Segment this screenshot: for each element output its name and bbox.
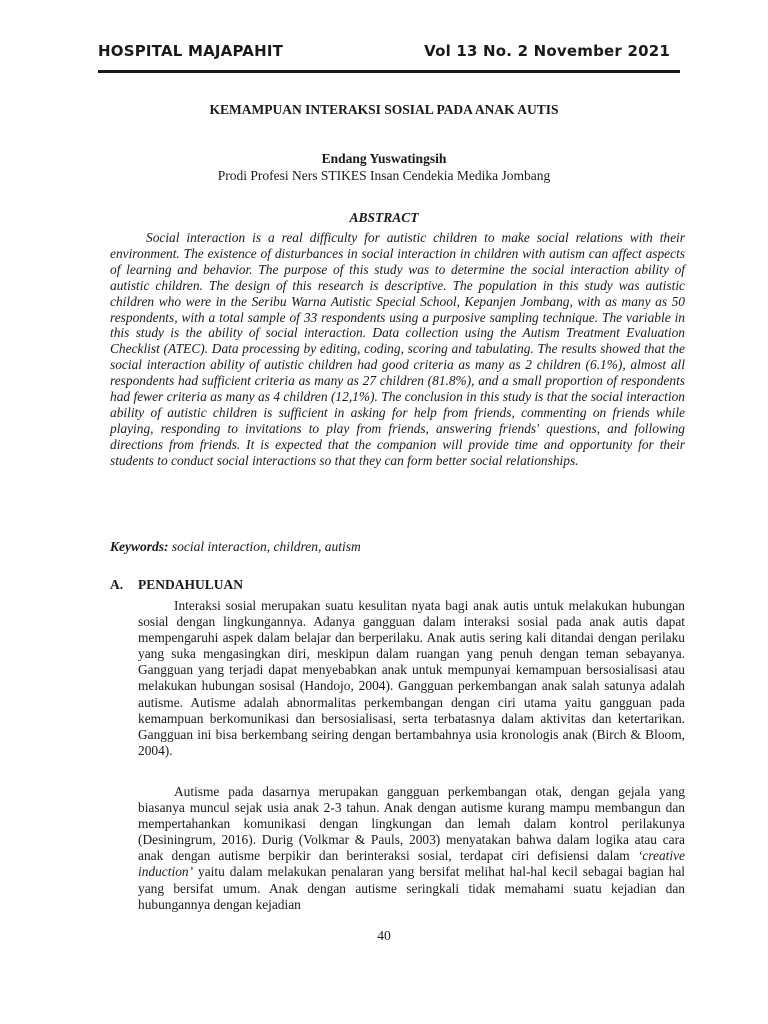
keywords-label: Keywords: — [110, 539, 169, 554]
paragraph-2-text-b: yaitu dalam melakukan penalaran yang bersifat melihat hal-hal kecil sebagai bagian hal yang bersifat umum. Anak dengan autisme seringkali tidak memahami suatu kejadian dan hubungannya dengan kejadian — [138, 864, 685, 912]
paragraph-2-emphasis: ‘creative induction’ — [138, 848, 685, 880]
article-title: KEMAMPUAN INTERAKSI SOSIAL PADA ANAK AUTIS — [209, 102, 559, 117]
body-paragraph-2 — [138, 784, 685, 913]
author-affiliation: Prodi Profesi Ners STIKES Insan Cendekia Medika Jombang — [217, 168, 551, 183]
header-rule — [98, 70, 680, 73]
section-heading — [110, 577, 243, 593]
body-paragraph-1: Interaksi sosial merupakan suatu kesulitan nyata bagi anak autis untuk melakukan hubungan sosial dengan lingkungannya. Adanya gangguan dalam interaksi sosial pada anak autis dapat mempengaruhi aspek dalam belajar dan berperilaku. Anak autis sering kali ditandai dengan perilaku yang suka mengasingkan diri, meskipun dalam ruangan yang penuh dengan teman sebayanya. Gangguan yang terjadi dapat menyebabkan anak untuk mempunyai kemampuan bersosialisasi atau melakukan hubungan sosisal (Handojo, 2004). Gangguan perkembangan anak salah satunya adalah autisme. Autisme adalah abnormalitas perkembangan dengan ciri utama yaitu gangguan pada kemampuan berkomunikasi dan bersosialisasi, serta terbatasnya dalam aktivitas dan ketertarikan. Gangguan ini bisa berkembang seiring dengan bertambahnya usia kronologis anak (Birch & Bloom, 2004). — [138, 598, 685, 758]
section-title: PENDAHULUAN — [138, 577, 244, 592]
journal-volume: Vol 13 No. 2 November 2021 — [424, 42, 670, 60]
journal-name: HOSPITAL MAJAPAHIT — [98, 42, 284, 60]
keywords-line — [110, 539, 361, 555]
abstract-text: Social interaction is a real difficulty for autistic children to make social relations with their environment. The existence of disturbances in social interaction in children with autism can affect aspects of learning and behavior. The purpose of this study was to determine the social interaction ability of autistic children. The design of this research is descriptive. The population in this study was autistic children who were in the Seribu Warna Autistic Special School, Kepanjen Jombang, with as many as 50 respondents, with a total sample of 33 respondents using a purposive sampling technique. The variable in this study is the ability of social interaction. Data collection using the Autism Treatment Evaluation Checklist (ATEC). Data processing by editing, coding, scoring and tabulating. The results showed that the social interaction ability of autistic children had good criteria as many as 2 children (6.1%), almost all respondents had sufficient criteria as many as 27 children (81.8%), and a small proportion of respondents had fewer criteria as many as 4 children (12,1%). The conclusion in this study is that the social interaction ability of autistic children is sufficient in asking for help from friends, commenting on friends while playing, responding to invitations to play from friends, answering friends' questions, and following directions from friends. It is expected that the companion will provide time and opportunity for their students to conduct social interactions so that they can form better social relationships. — [110, 230, 685, 468]
author-name: Endang Yuswatingsih — [321, 151, 447, 166]
section-letter: A. — [110, 577, 124, 592]
abstract-heading: ABSTRACT — [349, 210, 419, 225]
keywords-text: social interaction, children, autism — [171, 539, 361, 554]
page-number: 40 — [377, 928, 391, 943]
running-header — [98, 42, 670, 60]
paragraph-2-text-a: Autisme pada dasarnya merupakan gangguan perkembangan otak, dengan gejala yang biasanya muncul sejak usia anak 2-3 tahun. Anak dengan autisme kurang mampu membangun dan mempertahankan komunikasi dengan lingkungan dan lemah dalam kontrol perilakunya (Desiningrum, 2016). Durig (Volkmar & Pauls, 2003) menyatakan bahwa dalam logika atau cara anak dengan autisme berpikir dan berinteraksi sosial, terdapat ciri defisiensi dalam — [138, 784, 685, 864]
